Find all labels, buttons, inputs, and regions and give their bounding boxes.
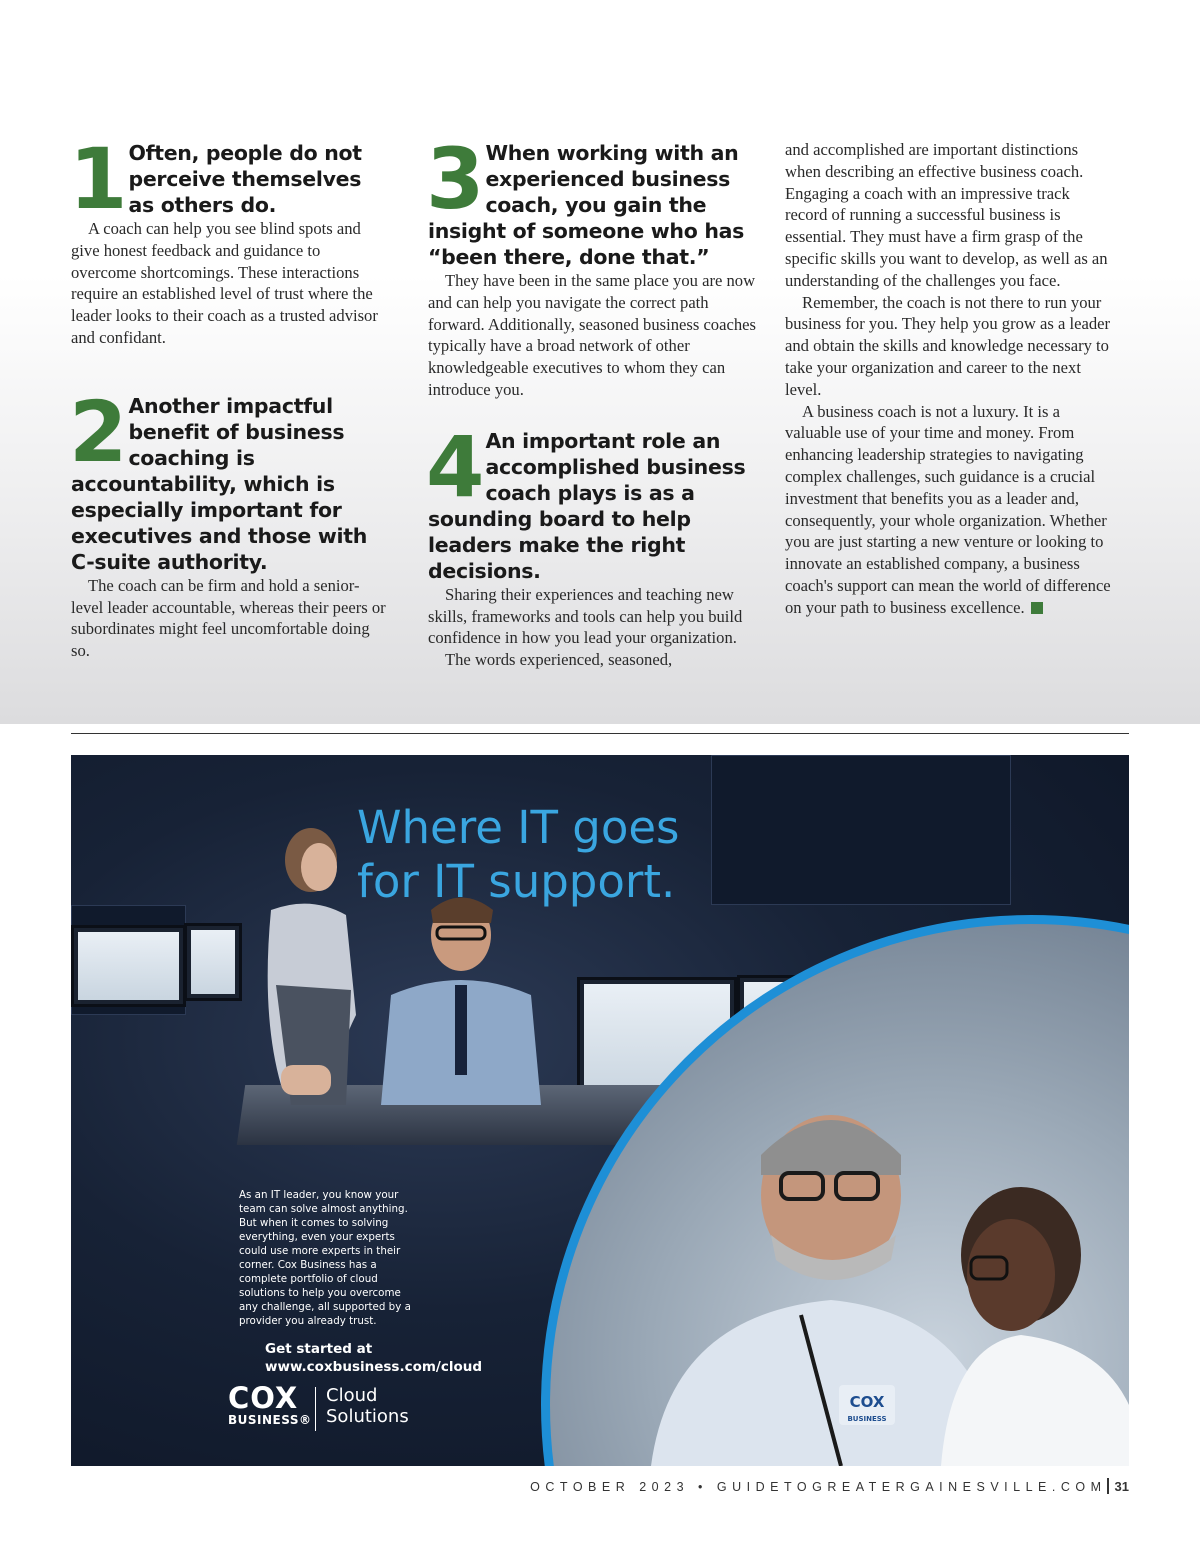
ad-headline	[357, 801, 680, 909]
point-body	[71, 218, 386, 349]
point-heading: Another impactful benefit of business coaching is accountability, which is especially important for executives and those with C-suite authority.	[71, 393, 368, 574]
end-of-article-mark	[1031, 602, 1043, 614]
man-seated-image	[361, 885, 561, 1105]
point-body	[428, 270, 768, 401]
paragraph: The coach can be firm and hold a senior-level leader accountable, whereas their peers or subordinates might feel uncomfortable doing so.	[71, 575, 386, 661]
paragraph: Remember, the coach is not there to run your business for you. They help you grow as a leader and obtain the skills and knowledge necessary to take your organization and career to the next level.	[785, 292, 1111, 399]
point-3	[426, 130, 768, 401]
paragraph: The words experienced, seasoned,	[445, 650, 673, 670]
headline-line-1: Where IT goes	[357, 801, 680, 854]
cta-label: Get started at	[265, 1341, 373, 1357]
paragraph-text: A business coach is not a luxury. It is a valuable use of your time and money. From enhancing leadership strategies to navigating complex challenges, such guidance is a crucial investment that benefits you as a leader and, consequently, your whole organization. Whether you are just starting a new venture or looking to innovate an established company, a business coach's support can mean the world of difference on your path to business excellence.	[785, 401, 1111, 617]
page-footer	[530, 1478, 1129, 1494]
point-number: 3	[426, 130, 482, 228]
point-heading: Often, people do not perceive themselves as others do.	[128, 141, 362, 217]
article-column-1	[69, 130, 386, 662]
logo-cox-text: COX	[228, 1381, 299, 1415]
point-number: 4	[426, 417, 482, 516]
svg-text:BUSINESS: BUSINESS	[847, 1415, 887, 1423]
logo-business-text: BUSINESS®	[228, 1413, 312, 1427]
svg-text:COX: COX	[849, 1393, 885, 1411]
paragraph	[785, 401, 1115, 619]
footer-bar	[1107, 1478, 1109, 1494]
paragraph: Sharing their experiences and teaching new skills, frameworks and tools can help you build confidence in how you lead your organization.	[428, 584, 743, 648]
ad-body-copy: As an IT leader, you know your team can solve almost anything. But when it comes to solving everything, even your experts could use more experts in their corner. Cox Business has a complete portfolio of cloud solutions to help you overcome any challenge, all supported by a provider you already trust.	[239, 1189, 411, 1327]
point-heading: An important role an accomplished business coach plays is as a sounding board to help leaders make the right decisions.	[428, 428, 746, 583]
logo-divider	[315, 1387, 316, 1431]
cta-url-link[interactable]: www.coxbusiness.com/cloud	[265, 1359, 483, 1375]
footer-separator: •	[698, 1480, 708, 1494]
article-column-2	[426, 130, 768, 671]
issue-date: OCTOBER 2023	[530, 1480, 690, 1494]
site-url: GUIDETOGREATERGAINESVILLE.COM	[716, 1480, 1107, 1494]
page-number: 31	[1114, 1479, 1129, 1494]
point-body	[71, 575, 386, 662]
office-window	[711, 755, 1011, 905]
paragraph: They have been in the same place you are now and can help you navigate the correct path forward. Additionally, seasoned business coaches typically have a broad network of other knowledgeable executives to whom they can introduce you.	[428, 271, 756, 399]
point-number: 2	[69, 382, 125, 481]
point-body	[428, 584, 768, 671]
paragraph: and accomplished are important distinctions when describing an effective business coach. Engaging a coach with an impressive track record of running a successful business is essential. They must have a firm grasp of the specific skills you want to develop, as well as an understanding of the challenges you face.	[785, 140, 1108, 290]
it-professionals-image	[611, 1085, 1129, 1466]
logo-solutions-text	[326, 1385, 409, 1427]
ad-call-to-action[interactable]	[265, 1340, 482, 1376]
article-column-3	[785, 139, 1115, 619]
headline-line-2: for IT support.	[357, 855, 676, 908]
cox-business-logo[interactable]	[228, 1381, 409, 1427]
monitor-image	[71, 925, 186, 1007]
logo-solutions-line-1: Cloud	[326, 1385, 378, 1406]
section-divider	[71, 733, 1129, 734]
point-1	[69, 130, 386, 349]
point-heading: When working with an experienced business coach, you gain the insight of someone who has “been there, done that.”	[428, 141, 745, 269]
logo-solutions-line-2: Solutions	[326, 1406, 409, 1427]
article-continuation	[785, 139, 1115, 619]
paragraph: A coach can help you see blind spots and give honest feedback and guidance to overcome shortcomings. These interactions require an established level of trust where the leader looks to their coach as a trusted advisor and confidant.	[71, 219, 378, 347]
point-4	[426, 417, 768, 671]
point-2	[69, 382, 386, 662]
point-number: 1	[69, 130, 125, 228]
cox-business-advertisement[interactable]	[71, 755, 1129, 1466]
